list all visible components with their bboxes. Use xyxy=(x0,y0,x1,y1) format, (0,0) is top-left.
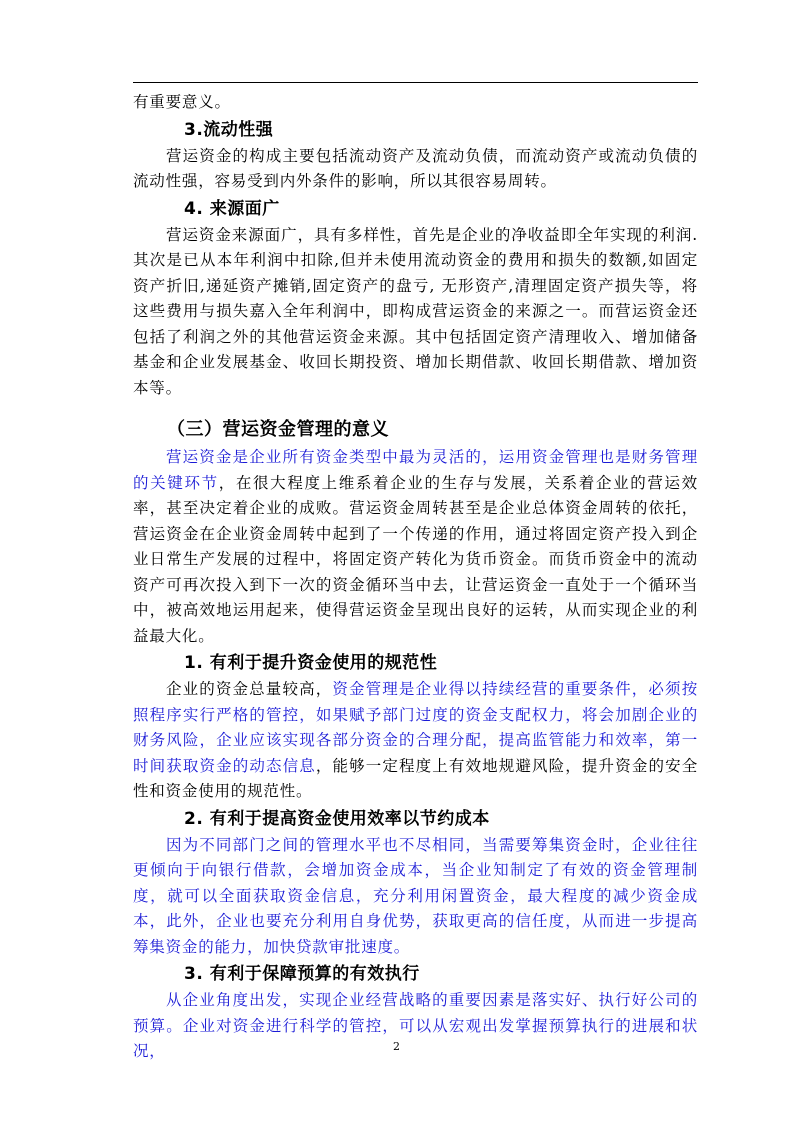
body-text: 企业的资金总量较高， xyxy=(166,680,333,698)
point-heading-budget: 3. 有利于保障预算的有效执行 xyxy=(184,964,420,984)
header-rule xyxy=(133,82,698,83)
page-content xyxy=(133,90,698,1065)
highlighted-text: 营运资金是企业所有资金类型中最为灵活的，运用资金管理也是财务管理的关键环节 xyxy=(133,448,698,492)
part-heading-significance: （三）营运资金管理的意义 xyxy=(167,419,389,440)
section-heading-sources: 4. 来源面广 xyxy=(184,198,280,219)
section-heading-liquidity: 3.流动性强 xyxy=(184,119,274,140)
highlighted-text: 资金管理是企业得以持续经营的重要条件，必须按照程序实行严格的管控，如果赋予部门过度的资金支配权力，将会加剧企业的财务风险，企业应该实现各部分资金的合理分配，提高监管能力和效率，第一时间获取资金的动态信息 xyxy=(133,680,698,775)
point-heading-efficiency: 2. 有利于提高资金使用效率以节约成本 xyxy=(184,808,490,829)
body-text: ，在很大程度上维系着企业的生存与发展，关系着企业的营运效率，甚至决定着企业的成败。营运资金周转甚至是企业总体资金周转的依托，营运资金在企业资金周转中起到了一个传递的作用，通过将固定资产投入到企业日常生产发展的过程中，将固定资产转化为货币资金。而货币资金中的流动资产可再次投入到下一次的资金循环当中去，让营运资金一直处于一个循环当中，被高效地运用起来，使得营运资金呈现出良好的运转，从而实现企业的利益最大化。 xyxy=(133,473,698,645)
page-number: 2 xyxy=(393,1040,400,1053)
point-heading-standardization: 1. 有利于提升资金使用的规范性 xyxy=(184,653,438,673)
continuation-text: 有重要意义。 xyxy=(133,93,231,111)
section-body-sources: 营运资金来源面广，具有多样性，首先是企业的净收益即全年实现的利润.其次是已从本年利润中扣除,但并未使用流动资金的费用和损失的数额,如固定资产折旧,递延资产摊销,固定资产的盘亏, 无形资产,清理固定资产损失等，将这些费用与损失嘉入全年利润中，即构成营运资金的来源之一。而营运资金还包括了利润之外的其他营运资金来源。其中包括固定资产清理收入、增加储备基金和企业发展基金、收回长期投资、增加长期借款、收回长期借款、增加资本等。 xyxy=(133,225,698,397)
point-body-budget: 从企业角度出发，实现企业经营战略的重要因素是落实好、执行好公司的预算。企业对资金进行科学的管控，可以从宏观出发掌握预算执行的进展和状况， xyxy=(133,991,698,1060)
body-text: ，能够一定程度上有效地规避风险，提升资金的安全性和资金使用的规范性。 xyxy=(133,756,698,800)
point-body-standardization xyxy=(133,677,698,805)
part-body-significance xyxy=(133,445,698,649)
point-body-efficiency: 因为不同部门之间的管理水平也不尽相同，当需要筹集资金时，企业往往更倾向于向银行借款，会增加资金成本，当企业知制定了有效的资金管理制度，就可以全面获取资金信息，充分利用闲置资金，最大程度的减少资金成本，此外，企业也要充分利用自身优势，获取更高的信任度，从而进一步提高筹集资金的能力，加快贷款审批速度。 xyxy=(133,835,698,956)
section-body-liquidity: 营运资金的构成主要包括流动资产及流动负债，而流动资产或流动负债的流动性强，容易受到内外条件的影响，所以其很容易周转。 xyxy=(133,146,698,190)
